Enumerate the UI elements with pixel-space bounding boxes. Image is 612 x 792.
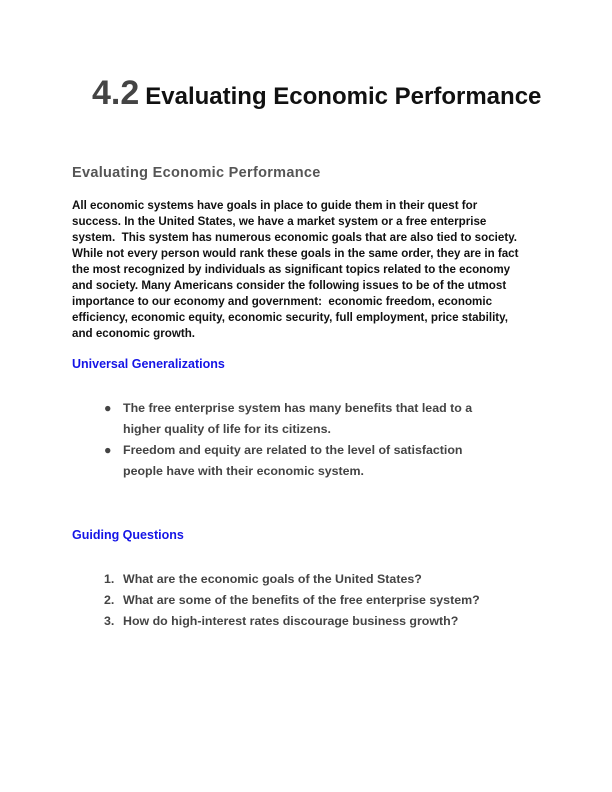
list-number: 1.	[104, 572, 115, 586]
paragraph-line: and society. Many Americans consider the following issues to be of the utmost	[72, 279, 507, 292]
page-title	[92, 74, 541, 113]
list-item	[104, 398, 472, 440]
list-item	[104, 569, 480, 590]
paragraph-line: All economic systems have goals in place to guide them in their quest for	[72, 199, 478, 212]
list-item-text: Freedom and equity are related to the level of satisfaction	[123, 443, 463, 457]
section-title: Evaluating Economic Performance	[145, 83, 542, 110]
questions-heading: Guiding Questions	[72, 528, 184, 542]
list-item	[104, 440, 472, 482]
generalizations-list	[104, 398, 472, 482]
questions-list	[104, 569, 480, 632]
list-item	[104, 611, 480, 632]
paragraph-line: importance to our economy and government: economic freedom, economic	[72, 295, 493, 308]
list-number: 3.	[104, 614, 115, 628]
bullet-icon: ●	[104, 443, 112, 457]
generalizations-heading: Universal Generalizations	[72, 357, 225, 371]
list-item-text: people have with their economic system.	[123, 464, 365, 478]
list-item-text: What are some of the benefits of the free enterprise system?	[123, 593, 480, 607]
paragraph-line: success. In the United States, we have a market system or a free enterprise	[72, 215, 487, 228]
list-item-text: How do high-interest rates discourage business growth?	[123, 614, 459, 628]
section-number: 4.2	[92, 74, 140, 112]
list-item	[104, 590, 480, 611]
paragraph-line: efficiency, economic equity, economic security, full employment, price stability,	[72, 311, 508, 324]
intro-paragraph	[72, 198, 518, 342]
paragraph-line: and economic growth.	[72, 327, 196, 340]
list-number: 2.	[104, 593, 115, 607]
paragraph-line: system. This system has numerous economic goals that are also tied to society.	[72, 231, 518, 244]
list-item-text: What are the economic goals of the United States?	[123, 572, 422, 586]
list-item-text: higher quality of life for its citizens.	[123, 422, 331, 436]
subheading: Evaluating Economic Performance	[72, 165, 321, 181]
bullet-icon: ●	[104, 401, 112, 415]
list-item-text: The free enterprise system has many benefits that lead to a	[123, 401, 473, 415]
paragraph-line: While not every person would rank these goals in the same order, they are in fact	[72, 247, 519, 260]
paragraph-line: the most recognized by individuals as significant topics related to the economy	[72, 263, 511, 276]
